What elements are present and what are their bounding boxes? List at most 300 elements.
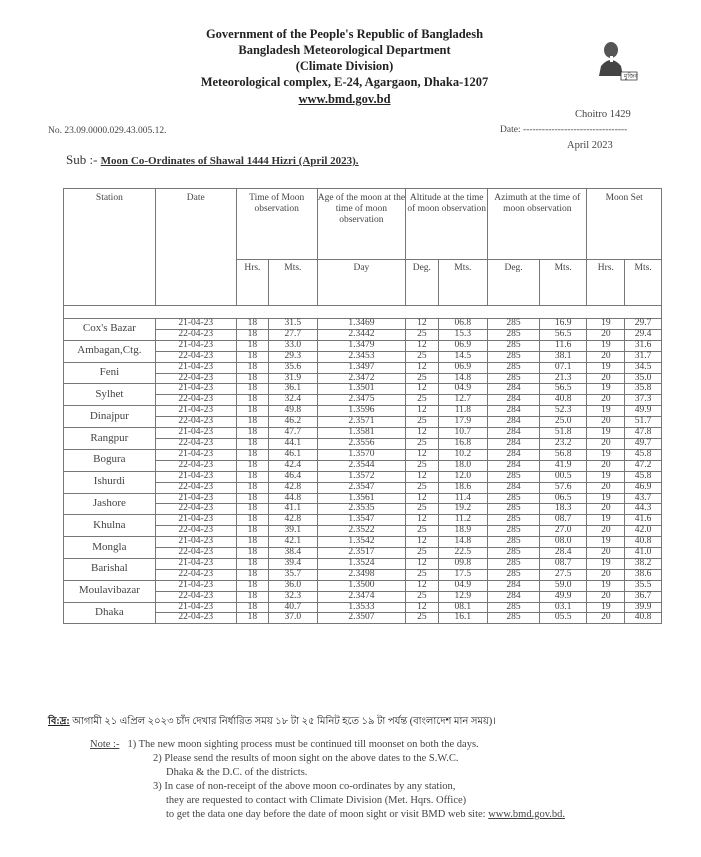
table-cell: 20 [587,329,625,340]
table-cell: 56.5 [539,329,586,340]
station-name: Moulavibazar [64,580,156,602]
table-cell: 2.3472 [317,373,406,384]
table-cell: 1.3500 [317,580,406,591]
subheader-mts: Mts. [625,260,662,306]
table-cell: 08.1 [438,602,488,613]
table-cell: 05.5 [539,613,586,624]
table-cell: 37.0 [269,613,318,624]
table-cell: 1.3524 [317,558,406,569]
table-cell: 1.3497 [317,362,406,373]
table-cell: 284 [488,428,540,439]
table-cell: 41.9 [539,460,586,471]
table-cell: 22-04-23 [155,351,236,362]
table-cell: 284 [488,384,540,395]
website-link[interactable]: www.bmd.gov.bd [298,92,391,106]
table-cell: 41.6 [625,515,662,526]
date-line: Date: --------------------------------- [500,125,628,135]
note-1: 1) The new moon sighting process must be continued till moonset on both the days. [127,739,479,750]
table-cell: 18 [236,428,268,439]
table-cell: 46.1 [269,449,318,460]
table-row [64,537,662,548]
table-cell: 1.3469 [317,319,406,330]
org-name: Government of the People's Republic of Bangladesh [205,27,484,41]
table-cell: 23.2 [539,438,586,449]
table-cell: 285 [488,548,540,559]
table-cell: 19 [587,493,625,504]
table-cell: 07.1 [539,362,586,373]
table-cell: 1.3547 [317,515,406,526]
table-cell: 25.0 [539,417,586,428]
table-cell: 27.0 [539,526,586,537]
table-cell: 22-04-23 [155,591,236,602]
table-cell: 39.1 [269,526,318,537]
table-cell: 22-04-23 [155,329,236,340]
table-cell: 18 [236,438,268,449]
header-moonset: Moon Set [587,189,662,260]
table-cell: 25 [406,395,438,406]
table-cell: 08.7 [539,515,586,526]
table-cell: 18 [236,591,268,602]
table-cell: 19 [587,340,625,351]
table-cell: 19 [587,580,625,591]
table-cell: 22-04-23 [155,460,236,471]
table-row [64,319,662,330]
station-name: Bogura [64,449,156,471]
note-3d-link[interactable]: www.bmd.gov.bd. [488,809,566,820]
table-cell: 17.5 [438,569,488,580]
table-cell: 28.4 [539,548,586,559]
subheader-mts: Mts. [438,260,488,306]
table-cell: 20 [587,482,625,493]
table-cell: 285 [488,569,540,580]
table-cell: 12.9 [438,591,488,602]
table-cell: 42.1 [269,537,318,548]
table-cell: 284 [488,406,540,417]
table-cell: 18 [236,395,268,406]
table-cell: 284 [488,591,540,602]
table-cell: 25 [406,460,438,471]
table-cell: 57.6 [539,482,586,493]
note-3b: they are requested to contact with Climate Division (Met. Hqrs. Office) [166,795,467,806]
table-cell: 03.1 [539,602,586,613]
table-cell: 25 [406,417,438,428]
table-cell: 18 [236,515,268,526]
table-cell: 19 [587,558,625,569]
table-cell: 19 [587,602,625,613]
note-3c: to get the data one day before the date of moon sight or visit BMD web site: [166,809,486,820]
bangla-note [48,714,496,731]
subheader-deg: Deg. [406,260,438,306]
table-cell: 12 [406,558,438,569]
table-cell: 22-04-23 [155,417,236,428]
table-cell: 284 [488,580,540,591]
table-cell: 31.6 [625,340,662,351]
header-date: Date [155,189,236,306]
table-cell: 21-04-23 [155,449,236,460]
table-cell: 18 [236,493,268,504]
table-cell: 18 [236,319,268,330]
table-cell: 44.3 [625,504,662,515]
table-cell: 284 [488,417,540,428]
table-row [64,515,662,526]
table-cell: 12 [406,471,438,482]
table-cell: 39.4 [269,558,318,569]
table-cell: 22-04-23 [155,569,236,580]
table-cell: 2.3474 [317,591,406,602]
table-cell: 12 [406,340,438,351]
table-cell: 12 [406,515,438,526]
table-cell: 20 [587,591,625,602]
table-cell: 21-04-23 [155,384,236,395]
header-age: Age of the moon at the time of moon observation [317,189,406,260]
table-cell: 49.9 [539,591,586,602]
table-cell: 22-04-23 [155,504,236,515]
table-cell: 285 [488,558,540,569]
table-cell: 22-04-23 [155,613,236,624]
table-cell: 15.3 [438,329,488,340]
table-cell: 19 [587,449,625,460]
table-cell: 18 [236,340,268,351]
table-cell: 20 [587,613,625,624]
table-cell: 29.7 [625,319,662,330]
table-cell: 21-04-23 [155,515,236,526]
table-cell: 11.6 [539,340,586,351]
table-cell: 22-04-23 [155,395,236,406]
table-cell: 2.3498 [317,569,406,580]
table-cell: 1.3572 [317,471,406,482]
subject-prefix: Sub :- [66,152,98,167]
division-name: (Climate Division) [295,59,394,73]
table-cell: 25 [406,351,438,362]
table-cell: 285 [488,373,540,384]
table-cell: 2.3547 [317,482,406,493]
table-cell: 285 [488,602,540,613]
station-name: Cox's Bazar [64,319,156,341]
station-name: Sylhet [64,384,156,406]
table-cell: 22-04-23 [155,526,236,537]
table-cell: 49.7 [625,438,662,449]
table-cell: 20 [587,548,625,559]
table-cell: 47.2 [625,460,662,471]
table-cell: 25 [406,482,438,493]
table-cell: 1.3596 [317,406,406,417]
table-cell: 17.9 [438,417,488,428]
table-cell: 18 [236,449,268,460]
table-cell: 56.8 [539,449,586,460]
table-cell: 22-04-23 [155,548,236,559]
table-cell: 14.5 [438,351,488,362]
table-cell: 285 [488,351,540,362]
table-cell: 18 [236,558,268,569]
table-cell: 51.7 [625,417,662,428]
table-cell: 1.3533 [317,602,406,613]
table-cell: 14.8 [438,537,488,548]
table-cell: 41.1 [269,504,318,515]
table-cell: 18 [236,329,268,340]
table-cell: 35.0 [625,373,662,384]
table-cell: 18 [236,351,268,362]
table-cell: 21-04-23 [155,340,236,351]
table-cell: 31.9 [269,373,318,384]
table-cell: 19 [587,428,625,439]
table-cell: 25 [406,613,438,624]
table-cell: 39.9 [625,602,662,613]
table-cell: 20 [587,438,625,449]
table-cell: 2.3535 [317,504,406,515]
table-cell: 12 [406,319,438,330]
table-cell: 12 [406,406,438,417]
bangla-month: Choitro 1429 [575,109,631,120]
table-cell: 42.8 [269,515,318,526]
table-cell: 12 [406,362,438,373]
table-cell: 284 [488,438,540,449]
table-cell: 12 [406,493,438,504]
table-cell: 284 [488,460,540,471]
table-cell: 31.5 [269,319,318,330]
table-row [64,340,662,351]
table-cell: 32.4 [269,395,318,406]
station-name: Jashore [64,493,156,515]
table-cell: 18 [236,417,268,428]
notes-label: Note :- [90,739,120,750]
table-cell: 1.3542 [317,537,406,548]
station-name: Dhaka [64,602,156,624]
table-cell: 40.8 [625,537,662,548]
table-cell: 42.0 [625,526,662,537]
table-cell: 12 [406,537,438,548]
subject-text: Moon Co-Ordinates of Shawal 1444 Hizri (April 2023). [100,155,359,167]
table-cell: 06.5 [539,493,586,504]
table-cell: 25 [406,504,438,515]
table-cell: 2.3556 [317,438,406,449]
table-cell: 25 [406,591,438,602]
table-row [64,493,662,504]
header-time: Time of Moon observation [236,189,317,260]
table-cell: 18.9 [438,526,488,537]
table-cell: 18.3 [539,504,586,515]
table-cell: 18.0 [438,460,488,471]
table-row [64,471,662,482]
table-row [64,580,662,591]
table-cell: 46.4 [269,471,318,482]
table-cell: 35.8 [625,384,662,395]
table-cell: 12 [406,602,438,613]
table-cell: 2.3544 [317,460,406,471]
table-cell: 29.3 [269,351,318,362]
table-cell: 35.7 [269,569,318,580]
table-cell: 16.9 [539,319,586,330]
table-cell: 25 [406,526,438,537]
table-cell: 18 [236,384,268,395]
table-cell: 34.5 [625,362,662,373]
table-cell: 44.1 [269,438,318,449]
table-cell: 00.5 [539,471,586,482]
table-cell: 40.7 [269,602,318,613]
table-cell: 285 [488,537,540,548]
note-2a: 2) Please send the results of moon sight on the above dates to the S.W.C. [153,753,459,764]
table-cell: 19 [587,471,625,482]
table-cell: 25 [406,373,438,384]
table-cell: 35.5 [625,580,662,591]
table-cell: 25 [406,438,438,449]
table-cell: 18 [236,548,268,559]
table-cell: 20 [587,460,625,471]
table-cell: 1.3570 [317,449,406,460]
table-cell: 18 [236,504,268,515]
table-cell: 21.3 [539,373,586,384]
table-cell: 285 [488,504,540,515]
table-cell: 1.3501 [317,384,406,395]
table-cell: 47.8 [625,428,662,439]
table-cell: 22-04-23 [155,438,236,449]
table-cell: 20 [587,417,625,428]
table-cell: 284 [488,449,540,460]
table-cell: 21-04-23 [155,428,236,439]
table-cell: 12 [406,580,438,591]
table-row [64,558,662,569]
bangla-note-text: আগামী ২১ এপ্রিল ২০২৩ চাঁদ দেখার নির্ধারিত সময় ১৮ টা ২৫ মিনিট হতে ১৯ টা পর্যন্ত (বাংলাদেশ মান সময়)। [69,716,496,727]
table-cell: 14.8 [438,373,488,384]
table-cell: 16.1 [438,613,488,624]
table-cell: 20 [587,569,625,580]
header-station: Station [64,189,156,306]
table-cell: 08.0 [539,537,586,548]
table-cell: 47.7 [269,428,318,439]
table-cell: 21-04-23 [155,558,236,569]
table-cell: 21-04-23 [155,406,236,417]
table-cell: 1.3561 [317,493,406,504]
table-cell: 49.8 [269,406,318,417]
table-cell: 25 [406,329,438,340]
table-cell: 44.8 [269,493,318,504]
month-label: April 2023 [567,140,613,151]
note-3a: 3) In case of non-receipt of the above moon co-ordinates by any station, [153,781,456,792]
mujib-portrait-logo [591,36,639,84]
table-cell: 46.9 [625,482,662,493]
table-cell: 12.0 [438,471,488,482]
table-cell: 22-04-23 [155,482,236,493]
table-cell: 285 [488,526,540,537]
table-cell: 59.0 [539,580,586,591]
header-altitude: Altitude at the time of moon observation [406,189,488,260]
header-azimuth: Azimuth at the time of moon observation [488,189,587,260]
table-row [64,406,662,417]
table-cell: 21-04-23 [155,493,236,504]
station-name: Feni [64,362,156,384]
table-cell: 38.1 [539,351,586,362]
table-cell: 38.4 [269,548,318,559]
station-name: Rangpur [64,428,156,450]
table-cell: 52.3 [539,406,586,417]
moon-coordinates-table [63,188,662,624]
table-cell: 09.8 [438,558,488,569]
table-cell: 10.7 [438,428,488,439]
table-cell: 19 [587,515,625,526]
table-cell: 1.3479 [317,340,406,351]
subheader-hrs: Hrs. [236,260,268,306]
table-cell: 284 [488,395,540,406]
table-cell: 21-04-23 [155,602,236,613]
table-cell: 21-04-23 [155,537,236,548]
table-cell: 38.2 [625,558,662,569]
table-cell: 18 [236,362,268,373]
table-cell: 285 [488,319,540,330]
station-name: Ambagan,Ctg. [64,340,156,362]
table-cell: 19 [587,384,625,395]
table-cell: 2.3517 [317,548,406,559]
table-row [64,449,662,460]
table-cell: 31.7 [625,351,662,362]
table-row [64,428,662,439]
table-cell: 27.5 [539,569,586,580]
table-cell: 20 [587,395,625,406]
table-cell: 1.3581 [317,428,406,439]
table-cell: 18 [236,613,268,624]
table-cell: 41.0 [625,548,662,559]
table-cell: 35.6 [269,362,318,373]
table-cell: 36.7 [625,591,662,602]
table-cell: 18 [236,460,268,471]
table-cell: 27.7 [269,329,318,340]
station-name: Dinajpur [64,406,156,428]
table-cell: 08.7 [539,558,586,569]
table-cell: 18 [236,471,268,482]
table-cell: 22.5 [438,548,488,559]
table-cell: 285 [488,362,540,373]
table-cell: 18.6 [438,482,488,493]
table-cell: 43.7 [625,493,662,504]
table-cell: 45.8 [625,471,662,482]
table-cell: 04.9 [438,580,488,591]
table-cell: 06.9 [438,362,488,373]
station-name: Ishurdi [64,471,156,493]
table-cell: 45.8 [625,449,662,460]
table-cell: 18 [236,602,268,613]
table-cell: 18 [236,580,268,591]
table-cell: 285 [488,613,540,624]
station-name: Barishal [64,558,156,580]
station-name: Khulna [64,515,156,537]
table-cell: 285 [488,515,540,526]
table-cell: 42.4 [269,460,318,471]
note-2b: Dhaka & the D.C. of the districts. [166,767,308,778]
table-cell: 20 [587,373,625,384]
table-cell: 36.1 [269,384,318,395]
table-cell: 40.8 [625,613,662,624]
table-cell: 18 [236,482,268,493]
table-cell: 29.4 [625,329,662,340]
table-cell: 18 [236,406,268,417]
table-cell: 10.2 [438,449,488,460]
table-cell: 51.8 [539,428,586,439]
table-cell: 285 [488,471,540,482]
table-cell: 19 [587,537,625,548]
bangla-note-label: বি:দ্র: [48,716,70,727]
table-cell: 285 [488,493,540,504]
table-cell: 12 [406,384,438,395]
table-cell: 42.8 [269,482,318,493]
table-cell: 19 [587,319,625,330]
station-name: Mongla [64,537,156,559]
table-cell: 2.3442 [317,329,406,340]
table-cell: 11.2 [438,515,488,526]
table-cell: 18 [236,373,268,384]
table-cell: 21-04-23 [155,362,236,373]
table-cell: 49.9 [625,406,662,417]
table-cell: 46.2 [269,417,318,428]
table-cell: 20 [587,504,625,515]
table-cell: 18 [236,569,268,580]
